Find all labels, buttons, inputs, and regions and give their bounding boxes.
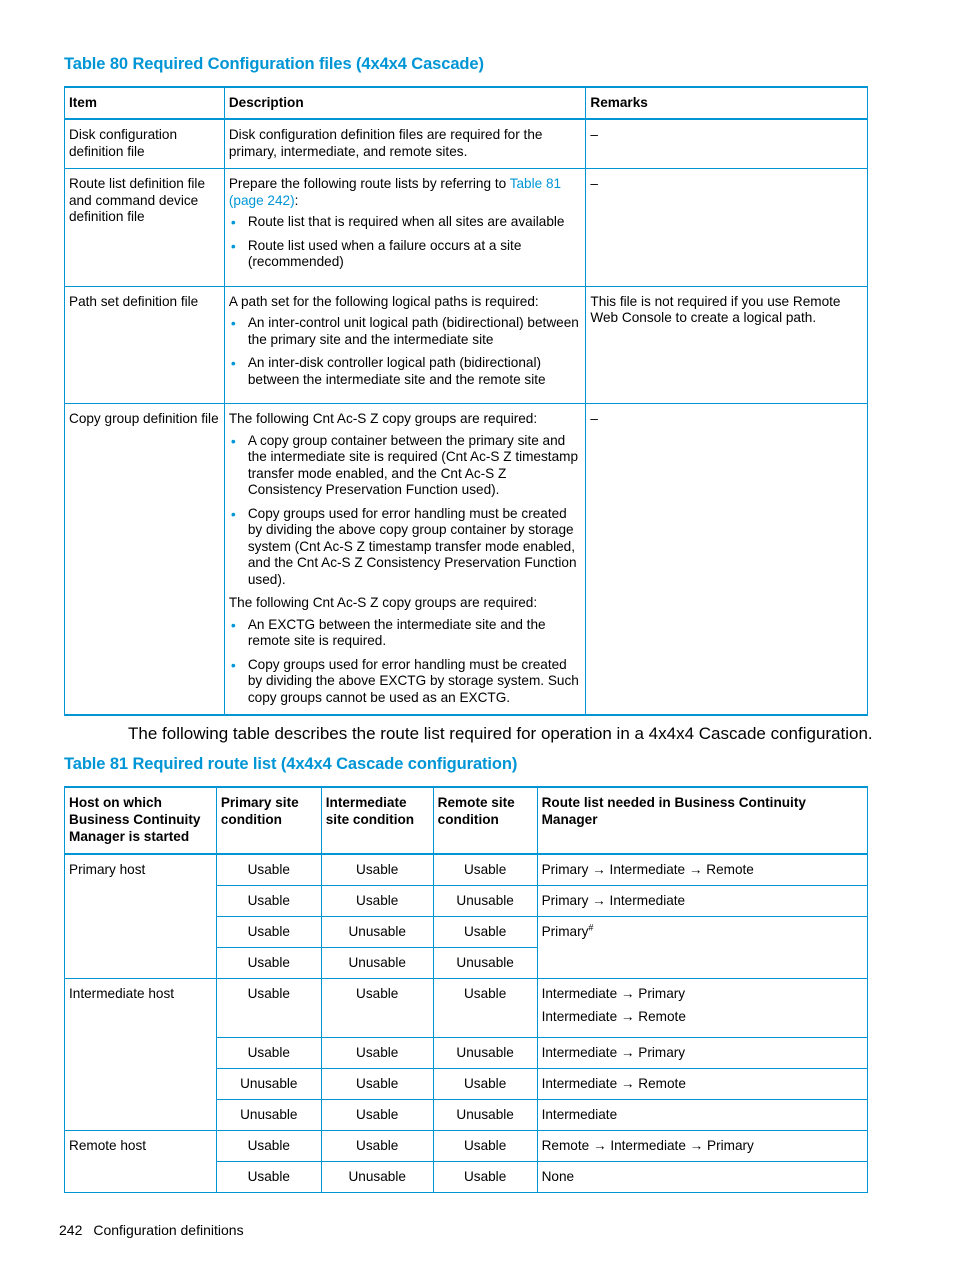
description-cell (224, 169, 586, 287)
remote-condition-cell: Usable (433, 917, 537, 948)
bullet-list (229, 617, 582, 707)
route-entry: Intermediate (541, 1107, 618, 1122)
column-header-route-list: Route list needed in Business Continuity Manager (537, 787, 867, 854)
remote-condition-cell: Unusable (433, 886, 537, 917)
table-row (65, 119, 868, 169)
route-entry: Primary → Intermediate → Remote (541, 862, 754, 877)
column-header-primary-site: Primary site condition (216, 787, 321, 854)
intermediate-condition-cell: Usable (321, 1069, 433, 1100)
description-cell (224, 404, 586, 716)
list-item: • Route list used when a failure occurs at a site (recommended) (248, 238, 582, 271)
table-row (65, 1131, 868, 1162)
remarks-cell: This file is not required if you use Remote Web Console to create a logical path. (586, 286, 868, 404)
description-suffix: : (294, 192, 299, 208)
primary-condition-cell: Usable (216, 948, 321, 979)
route-list-cell (537, 1131, 867, 1162)
page-footer (59, 1222, 244, 1238)
item-cell: Path set definition file (65, 286, 225, 404)
remote-condition-cell: Unusable (433, 948, 537, 979)
intro-paragraph: The following table describes the route list required for operation in a 4x4x4 Cascade configuration. (128, 724, 873, 743)
list-item: • Copy groups used for error handling must be created by dividing the above copy group container by storage system (Cnt Ac-S Z timestamp transfer mode enabled, and the Cnt Ac-S Z Consistency Preservation Function used). (248, 506, 582, 589)
route-entry: Intermediate → Primary (541, 986, 686, 1001)
table-row (65, 169, 868, 287)
primary-condition-cell: Unusable (216, 1069, 321, 1100)
table-80-header-row (65, 87, 868, 119)
remote-condition-cell: Usable (433, 1131, 537, 1162)
table-81-link[interactable]: Table 81 (page 242) (228, 176, 562, 208)
intermediate-condition-cell: Usable (321, 1100, 433, 1131)
description-cell: Disk configuration definition files are required for the primary, intermediate, and remote sites. (224, 119, 586, 169)
column-header-remarks: Remarks (586, 87, 868, 119)
remote-condition-cell: Unusable (433, 1100, 537, 1131)
route-list-cell (537, 979, 867, 1038)
primary-condition-cell: Usable (216, 886, 321, 917)
host-cell: Remote host (65, 1131, 217, 1193)
primary-condition-cell: Usable (216, 917, 321, 948)
intermediate-condition-cell: Unusable (321, 1162, 433, 1193)
bullet-list (229, 433, 582, 589)
list-item: • Copy groups used for error handling must be created by dividing the above EXCTG by storage system. Such copy groups cannot be used as an EXCTG. (248, 657, 582, 707)
column-header-intermediate-site: Intermediate site condition (321, 787, 433, 854)
item-cell: Copy group definition file (65, 404, 225, 716)
route-list-cell (537, 917, 867, 979)
primary-condition-cell: Usable (216, 1162, 321, 1193)
intermediate-condition-cell: Usable (321, 1038, 433, 1069)
route-text: Primary (541, 924, 589, 939)
remarks-cell: – (586, 169, 868, 287)
intermediate-condition-cell: Usable (321, 1131, 433, 1162)
route-entry: Intermediate → Primary (541, 1045, 686, 1060)
column-header-host: Host on which Business Continuity Manager is started (65, 787, 217, 854)
description-text (229, 176, 582, 209)
primary-condition-cell: Usable (216, 854, 321, 886)
remarks-cell: – (586, 119, 868, 169)
table-row (65, 404, 868, 716)
route-entry: Intermediate → Remote (541, 1009, 686, 1024)
column-header-remote-site: Remote site condition (433, 787, 537, 854)
route-list-cell (537, 1100, 867, 1131)
route-list-cell (537, 1069, 867, 1100)
table-80-caption: Table 80 Required Configuration files (4x4x4 Cascade) (64, 55, 484, 73)
list-item: • An EXCTG between the intermediate site and the remote site is required. (248, 617, 582, 650)
intermediate-condition-cell: Unusable (321, 948, 433, 979)
list-item: • An inter-disk controller logical path (bidirectional) between the intermediate site and the remote site (248, 355, 582, 388)
bullet-list (229, 315, 582, 388)
list-item: • Route list that is required when all sites are available (248, 214, 582, 231)
column-header-description: Description (224, 87, 586, 119)
footer-section-title: Configuration definitions (93, 1222, 244, 1238)
remote-condition-cell: Usable (433, 979, 537, 1038)
route-entry: None (541, 1169, 575, 1184)
route-list-cell (537, 854, 867, 886)
table-81-caption: Table 81 Required route list (4x4x4 Cascade configuration) (64, 755, 518, 773)
remote-condition-cell: Usable (433, 1162, 537, 1193)
primary-condition-cell: Usable (216, 1131, 321, 1162)
intermediate-condition-cell: Usable (321, 979, 433, 1038)
table-row (65, 979, 868, 1038)
remote-condition-cell: Usable (433, 1069, 537, 1100)
intermediate-condition-cell: Unusable (321, 917, 433, 948)
list-item: • An inter-control unit logical path (bidirectional) between the primary site and the intermediate site (248, 315, 582, 348)
bullet-list (229, 214, 582, 271)
description-cell (224, 286, 586, 404)
host-cell: Primary host (65, 854, 217, 979)
item-cell: Route list definition file and command device definition file (65, 169, 225, 287)
column-header-item: Item (65, 87, 225, 119)
route-list-cell (537, 1162, 867, 1193)
route-list-cell (537, 1038, 867, 1069)
description-text: The following Cnt Ac-S Z copy groups are required: (228, 595, 538, 610)
table-80 (64, 86, 868, 716)
route-entry: Intermediate → Remote (541, 1076, 686, 1091)
route-entry (542, 923, 863, 940)
route-entry: Remote → Intermediate → Primary (541, 1138, 754, 1153)
intermediate-condition-cell: Usable (321, 886, 433, 917)
footnote-marker: # (588, 922, 594, 933)
item-cell: Disk configuration definition file (65, 119, 225, 169)
table-row (65, 854, 868, 886)
remarks-cell: – (586, 404, 868, 716)
page-number: 242 (59, 1222, 83, 1238)
remote-condition-cell: Unusable (433, 1038, 537, 1069)
primary-condition-cell: Usable (216, 1038, 321, 1069)
list-item: • A copy group container between the primary site and the intermediate site is required (Cnt Ac-S Z timestamp transfer mode enabled, and the Cnt Ac-S Z Consistency Preservation Function used). (248, 433, 582, 499)
remote-condition-cell: Usable (433, 854, 537, 886)
host-cell: Intermediate host (65, 979, 217, 1131)
route-entry: Primary → Intermediate (541, 893, 686, 908)
table-row (65, 286, 868, 404)
table-81-header-row (65, 787, 868, 854)
route-list-cell (537, 886, 867, 917)
table-81 (64, 786, 868, 1193)
description-text: A path set for the following logical paths is required: (228, 293, 539, 309)
primary-condition-cell: Unusable (216, 1100, 321, 1131)
intermediate-condition-cell: Usable (321, 854, 433, 886)
description-text: The following Cnt Ac-S Z copy groups are required: (228, 411, 538, 426)
description-prefix: Prepare the following route lists by referring to (228, 176, 510, 191)
primary-condition-cell: Usable (216, 979, 321, 1038)
